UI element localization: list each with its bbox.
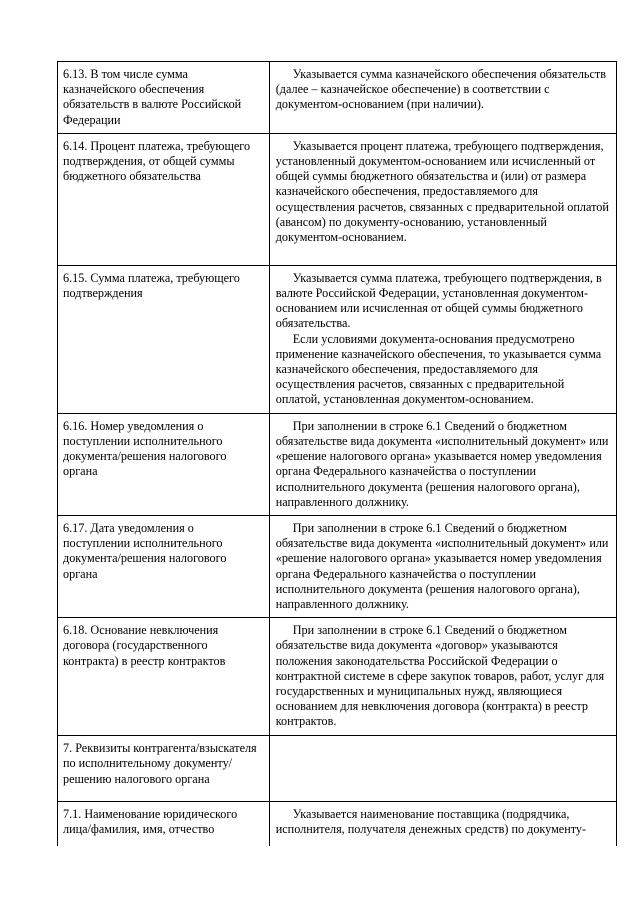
field-label-cell bbox=[58, 516, 270, 618]
table-body bbox=[58, 62, 617, 846]
field-label: 6.17. Дата уведомления о поступлении исполнительного документа/решения налогового органа bbox=[63, 521, 227, 581]
field-label: 6.14. Процент платежа, требующего подтверждения, от общей суммы бюджетного обязательства bbox=[63, 138, 251, 184]
field-description-cell bbox=[269, 802, 616, 846]
table-row bbox=[58, 413, 617, 515]
table-row bbox=[58, 516, 617, 618]
field-description-cell bbox=[269, 516, 616, 618]
field-label: 7.1. Наименование юридического лица/фамилия, имя, отчество bbox=[63, 807, 238, 837]
field-description-cell bbox=[269, 413, 616, 515]
field-label: 6.16. Номер уведомления о поступлении исполнительного документа/решения налогового органа bbox=[63, 418, 227, 479]
field-label-cell bbox=[58, 265, 270, 413]
field-description-cell bbox=[269, 618, 616, 736]
field-description: Если условиями документа-основания предусмотрено применение казначейского обеспечения, то указывается сумма казначейского обеспечения, предоставляемого для осуществления расчетов, связанных с предварительной оплатой, установленная документом-основанием. bbox=[275, 331, 602, 407]
table-row bbox=[58, 265, 617, 413]
field-description: Указывается сумма казначейского обеспечения обязательств (далее – казначейское обеспечение) в соответствии с документом-основанием (при наличии). bbox=[275, 67, 606, 112]
field-label: 7. Реквизиты контрагента/взыскателя по исполнительному документу/решению налогового органа bbox=[63, 741, 257, 786]
field-description: При заполнении в строке 6.1 Сведений о бюджетном обязательстве вида документа «исполнительный документ» или «решение налогового органа» указывается номер уведомления органа Федерального казначейства о поступлении исполнительного документа (решения налогового органа), направленного должнику. bbox=[275, 521, 609, 612]
field-label: 6.18. Основание невключения договора (государственного контракта) в реестр контрактов bbox=[63, 623, 226, 668]
field-description: При заполнении в строке 6.1 Сведений о бюджетном обязательстве вида документа «договор» указываются положения законодательства Российской Федерации о контрактной системе в сфере закупок товаров, работ, услуг для государственных и муниципальных нужд, являющиеся основанием для невключения договора (контракта) в реестр контрактов. bbox=[275, 623, 605, 729]
table-row bbox=[58, 62, 617, 134]
field-label-cell bbox=[58, 802, 270, 846]
field-description-cell bbox=[269, 265, 616, 413]
field-label-cell bbox=[58, 413, 270, 515]
field-label-cell bbox=[58, 618, 270, 736]
field-description-cell bbox=[269, 736, 616, 802]
table-row bbox=[58, 133, 617, 265]
field-label: 6.13. В том числе сумма казначейского обеспечения обязательств в валюте Российской Федерации bbox=[63, 67, 242, 127]
field-description: Указывается процент платежа, требующего подтверждения, установленный документом-основанием или исчисленный от общей суммы бюджетного обязательства и (или) от размера казначейского обеспечения, предоставляемого для осуществления расчетов, связанных с предварительной оплатой (авансом) по документу-основанию, установленный документом-основанием. bbox=[275, 138, 609, 245]
field-label-cell bbox=[58, 133, 270, 265]
field-description-cell bbox=[269, 62, 616, 134]
field-description-cell bbox=[269, 133, 616, 265]
requisites-table bbox=[57, 61, 617, 846]
field-label-cell bbox=[58, 736, 270, 802]
field-label: 6.15. Сумма платежа, требующего подтверждения bbox=[63, 270, 240, 301]
field-label-cell bbox=[58, 62, 270, 134]
field-description: При заполнении в строке 6.1 Сведений о бюджетном обязательстве вида документа «исполнительный документ» или «решение налогового органа» указывается номер уведомления органа Федерального казначейства о поступлении исполнительного документа (решения налогового органа), направленного должнику. bbox=[275, 418, 609, 509]
field-description: Указывается наименование поставщика (подрядчика, исполнителя, получателя денежных средств) по документу- bbox=[275, 807, 587, 837]
table-row bbox=[58, 802, 617, 846]
table-row bbox=[58, 736, 617, 802]
table-row bbox=[58, 618, 617, 736]
field-description: Указывается сумма платежа, требующего подтверждения, в валюте Российской Федерации, установленная документом-основанием или исчисленная от общей суммы бюджетного обязательства. bbox=[275, 270, 602, 331]
